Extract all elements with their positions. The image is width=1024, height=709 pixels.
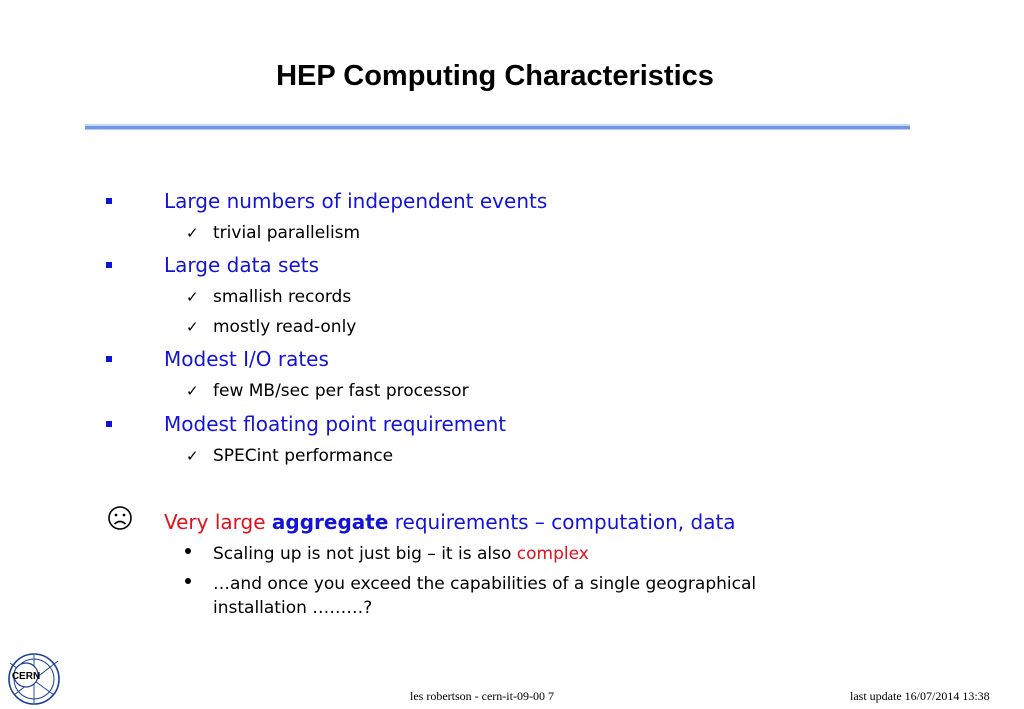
checkmark-icon: ✓ (186, 224, 199, 242)
bullet-item-4: Modest floating point requirement (164, 412, 507, 436)
square-bullet-icon (106, 356, 112, 362)
checkmark-icon: ✓ (186, 447, 199, 465)
footer-last-update: last update 16/07/2014 13:38 (850, 689, 990, 703)
footer-author: les robertson - cern-it-09-00 7 (410, 689, 554, 703)
scaling-text: Scaling up is not just big – it is also (213, 544, 517, 564)
square-bullet-icon (106, 198, 112, 204)
checkmark-icon: ✓ (186, 318, 199, 336)
aggregate-text: aggregate (271, 510, 389, 534)
frown-face-icon (107, 505, 133, 531)
aggregate-requirements-item (164, 509, 736, 535)
subitem-4-1: SPECint performance (213, 446, 394, 466)
subitem-2-2: mostly read-only (213, 317, 357, 337)
requirements-text: requirements – computation, data (388, 510, 736, 534)
subitem-5-2-line2: installation ………? (213, 598, 373, 618)
subitem-3-1: few MB/sec per fast processor (213, 381, 469, 401)
bullet-item-2: Large data sets (164, 253, 320, 277)
square-bullet-icon (106, 262, 112, 268)
checkmark-icon: ✓ (186, 382, 199, 400)
cern-logo-text: CERN (11, 671, 41, 682)
title-divider (85, 124, 910, 130)
subitem-2-1: smallish records (213, 287, 352, 307)
subitem-5-2-line1: …and once you exceed the capabilities of a single geographical (213, 574, 757, 594)
bullet-item-1: Large numbers of independent events (164, 189, 548, 213)
subitem-1-1: trivial parallelism (213, 223, 361, 243)
checkmark-icon: ✓ (186, 288, 199, 306)
round-bullet-icon (185, 578, 191, 584)
square-bullet-icon (106, 421, 112, 427)
slide-title: HEP Computing Characteristics (276, 60, 714, 92)
very-large-text: Very large (164, 510, 272, 534)
subitem-5-1 (213, 543, 589, 565)
bullet-item-3: Modest I/O rates (164, 347, 329, 371)
complex-text: complex (516, 544, 589, 564)
round-bullet-icon (185, 548, 191, 554)
cern-logo (6, 651, 62, 707)
